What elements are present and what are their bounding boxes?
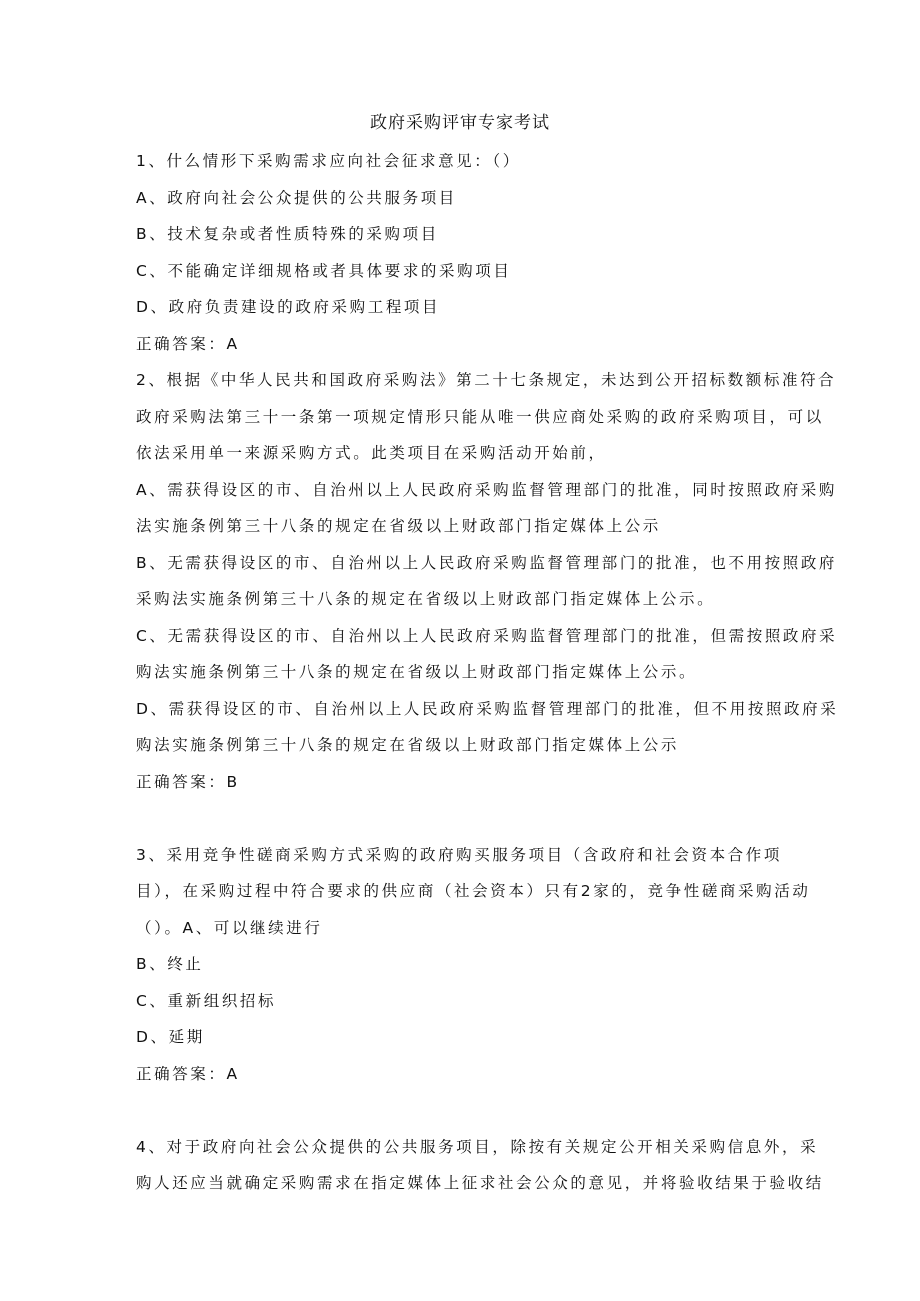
- question-1-option-a: A、政府向社会公众提供的公共服务项目: [136, 188, 457, 207]
- question-2-option-c-line-1: C、无需获得设区的市、自治州以上人民政府采购监督管理部门的批准，但需按照政府采: [136, 626, 838, 645]
- question-1-option-b: B、技术复杂或者性质特殊的采购项目: [136, 225, 439, 243]
- question-2-option-a-line-2: 法实施条例第三十八条的规定在省级以上财政部门指定媒体上公示: [136, 517, 661, 535]
- paragraph-gap: [136, 1092, 796, 1129]
- question-3-text-line-1: 3、采用竞争性磋商采购方式采购的政府购买服务项目（含政府和社会资本合作项: [136, 845, 782, 864]
- question-1-option-c: C、不能确定详细规格或者具体要求的采购项目: [136, 261, 512, 280]
- question-2-option-b-line-1: B、无需获得设区的市、自治州以上人民政府采购监督管理部门的批准，也不用按照政府: [136, 553, 838, 572]
- question-3-option-c: C、重新组织招标: [136, 991, 277, 1010]
- question-3-option-d: D、延期: [136, 1028, 205, 1046]
- question-2-option-b-line-2: 采购法实施条例第三十八条的规定在省级以上财政部门指定媒体上公示。: [136, 590, 716, 608]
- question-4-text-line-2: 购人还应当就确定采购需求在指定媒体上征求社会公众的意见，并将验收结果于验收结: [136, 1174, 824, 1192]
- question-3-option-b: B、终止: [136, 955, 204, 973]
- document-body: [136, 143, 839, 1202]
- question-1-answer: 正确答案：A: [136, 334, 240, 353]
- question-2-option-a-line-1: A、需获得设区的市、自治州以上人民政府采购监督管理部门的批准，同时按照政府采购: [136, 480, 838, 499]
- question-2-option-d-line-2: 购法实施条例第三十八条的规定在省级以上财政部门指定媒体上公示: [136, 736, 680, 754]
- question-2-text-line-1: 2、根据《中华人民共和国政府采购法》第二十七条规定，未达到公开招标数额标准符合: [136, 371, 837, 389]
- question-3-text-line-3: （）。A、可以继续进行: [136, 918, 323, 937]
- paragraph-gap: [136, 800, 796, 837]
- question-3-text-line-2: 目），在采购过程中符合要求的供应商（社会资本）只有2家的，竞争性磋商采购活动: [136, 882, 811, 900]
- question-1-text: 1、什么情形下采购需求应向社会征求意见：（）: [136, 152, 521, 170]
- question-2-option-d-line-1: D、需获得设区的市、自治州以上人民政府采购监督管理部门的批准，但不用按照政府采: [136, 699, 839, 718]
- question-2-text-line-2: 政府采购法第三十一条第一项规定情形只能从唯一供应商处采购的政府采购项目，可以: [136, 407, 824, 426]
- question-2-option-c-line-2: 购法实施条例第三十八条的规定在省级以上财政部门指定媒体上公示。: [136, 663, 698, 681]
- question-2-answer: 正确答案：B: [136, 772, 240, 791]
- question-1-option-d: D、政府负责建设的政府采购工程项目: [136, 298, 441, 316]
- question-3-answer: 正确答案：A: [136, 1064, 240, 1083]
- page-title: 政府采购评审专家考试: [370, 113, 550, 133]
- question-4-text-line-1: 4、对于政府向社会公众提供的公共服务项目，除按有关规定公开相关采购信息外，采: [136, 1137, 819, 1156]
- question-2-text-line-3: 依法采用单一来源采购方式。此类项目在采购活动开始前，: [136, 444, 607, 462]
